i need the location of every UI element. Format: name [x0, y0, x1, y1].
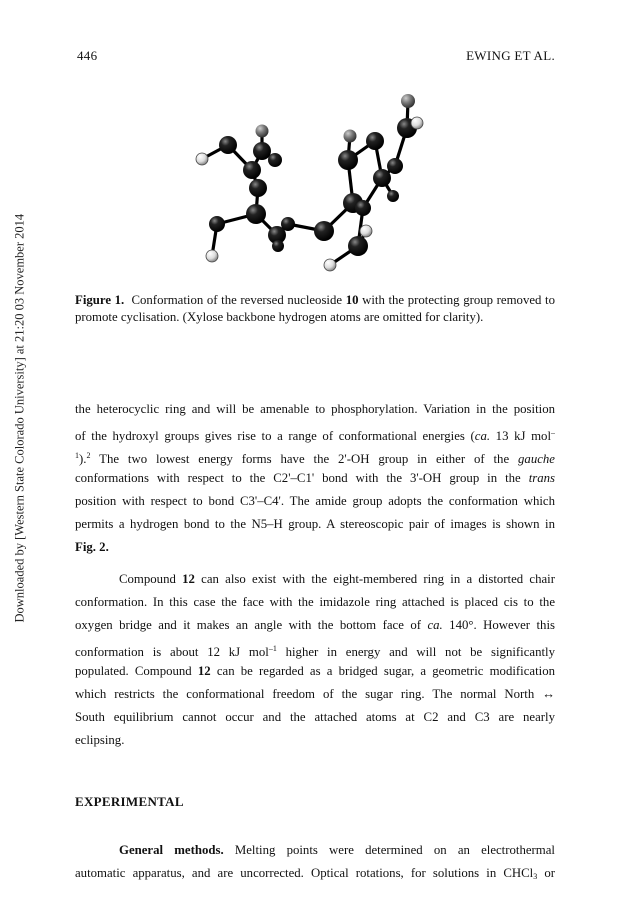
running-head: EWING ET AL. [466, 48, 555, 63]
paragraph-2 [75, 568, 555, 752]
download-watermark: Downloaded by [Western State Colorado University] at 21:20 03 November 2014 [12, 213, 27, 623]
general-methods-subheading: General methods. [119, 843, 224, 857]
molecule-figure [190, 88, 440, 273]
section-heading-experimental: EXPERIMENTAL [75, 794, 184, 809]
molecule-atoms [196, 94, 423, 271]
p2-line-7: South equilibrium cannot occur and the attached atoms at C2 and C3 are nearly [75, 710, 555, 724]
p1-line-5: position with respect to bond C3'–C4'. The amide group adopts the conformation which [75, 494, 555, 508]
p2-line-1: Compound 12 can also exist with the eight-membered ring in a distorted chair [119, 572, 555, 586]
p2-line-4: conformation is about 12 kJ mol$^{-1}$ higher in energy and will not be significantly [75, 644, 555, 659]
p1-line-2: of the hydroxyl groups gives rise to a range of conformational energies (ca. 13 kJ mol– [75, 428, 555, 443]
p2-line-8: eclipsing. [75, 733, 125, 747]
p2-line-3: oxygen bridge and it makes an angle with the bottom face of ca. 140°. However this [75, 618, 555, 632]
p1-line-6: permits a hydrogen bond to the N5–H group. A stereoscopic pair of images is shown in [75, 517, 555, 531]
figure-caption [75, 292, 555, 326]
p2-line-2: conformation. In this case the face with the imidazole ring attached is placed cis to the [75, 595, 555, 609]
caption-text-b: with the protecting group removed to promote cyclisation. (Xylose backbone hydrogen atoms are omitted for clarity). [75, 293, 555, 324]
p1-line-1: the heterocyclic ring and will be amenable to phosphorylation. Variation in the position [75, 402, 555, 416]
caption-compound: 10 [345, 293, 359, 307]
p1-line-7: Fig. 2. [75, 540, 109, 554]
p2-line-5: populated. Compound 12 can be regarded as a bridged sugar, a geometric modification [75, 664, 555, 678]
page-number: 446 [77, 48, 98, 63]
figure-label: Figure 1. [75, 293, 125, 307]
p2-line-6: which restricts the conformational freedom of the sugar ring. The normal North ↔ [75, 687, 555, 701]
experimental-line-2: automatic apparatus, and are uncorrected. Optical rotations, for solutions in CHCl$_3$ or [75, 866, 556, 881]
p1-line-4: conformations with respect to the C2'–C1' bond with the 3'-OH group in the trans [75, 471, 555, 485]
experimental-line-1: General methods. Melting points were determined on an electrothermal [119, 843, 555, 857]
caption-text-a: Conformation of the reversed nucleoside [131, 293, 346, 307]
p1-line-3: $^1$).$^2$ The two lowest energy forms have the 2'-OH group in either of the gauche [75, 451, 555, 466]
paragraph-1 [75, 398, 555, 559]
